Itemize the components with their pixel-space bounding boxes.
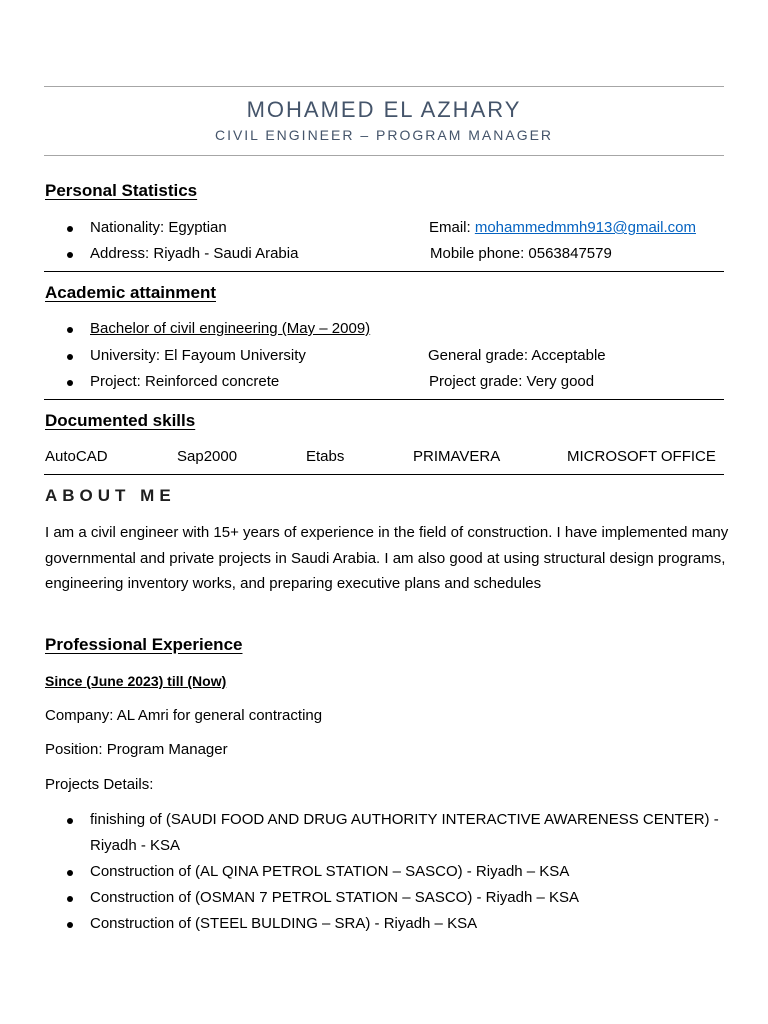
- company: Company: AL Amri for general contracting: [45, 707, 323, 724]
- bullet-icon: [67, 870, 73, 876]
- about-heading: ABOUT ME: [45, 486, 176, 505]
- position: Position: Program Manager: [45, 741, 228, 758]
- project-item: finishing of (SAUDI FOOD AND DRUG AUTHORITY INTERACTIVE AWARENESS CENTER) -: [90, 811, 719, 828]
- bullet-icon: [67, 922, 73, 928]
- degree: Bachelor of civil engineering (May – 2009): [90, 320, 371, 337]
- projects-label: Projects Details:: [45, 776, 154, 793]
- project-item-continuation: Riyadh - KSA: [90, 837, 181, 854]
- bullet-icon: [67, 896, 73, 902]
- nationality: Nationality: Egyptian: [90, 219, 227, 236]
- academic-heading: Academic attainment: [45, 283, 216, 302]
- bullet-icon: [67, 354, 73, 360]
- candidate-name: MOHAMED EL AZHARY: [246, 97, 522, 122]
- skill-ms-office: MICROSOFT OFFICE: [567, 448, 716, 465]
- bullet-icon: [67, 327, 73, 333]
- bullet-icon: [67, 252, 73, 258]
- project: Project: Reinforced concrete: [90, 373, 280, 390]
- project-grade: Project grade: Very good: [429, 373, 595, 390]
- skill-primavera: PRIMAVERA: [413, 448, 501, 465]
- experience-heading: Professional Experience: [45, 635, 243, 654]
- email-link[interactable]: mohammedmmh913@gmail.com: [474, 219, 696, 236]
- mobile-phone: Mobile phone: 0563847579: [430, 245, 612, 262]
- skill-etabs: Etabs: [306, 448, 345, 465]
- section-rule: [44, 271, 724, 272]
- experience-period: Since (June 2023) till (Now): [45, 673, 227, 689]
- skill-sap2000: Sap2000: [177, 448, 238, 465]
- skill-autocad: AutoCAD: [45, 448, 108, 465]
- skills-heading: Documented skills: [45, 411, 196, 430]
- university: University: El Fayoum University: [90, 347, 306, 364]
- email-label: Email:: [429, 219, 475, 236]
- project-item: Construction of (OSMAN 7 PETROL STATION – SASCO) - Riyadh – KSA: [90, 889, 580, 906]
- candidate-title: CIVIL ENGINEER – PROGRAM MANAGER: [214, 127, 554, 143]
- section-rule: [44, 399, 724, 400]
- about-text: I am a civil engineer with 15+ years of experience in the field of construction. I have implemented many governmental and private projects in Saudi Arabia. I am also good at using structural design programs, engineering inventory works, and preparing executive plans and schedules: [45, 524, 729, 592]
- header-top-rule: [44, 86, 724, 87]
- bullet-icon: [67, 226, 73, 232]
- header-bottom-rule: [44, 155, 724, 156]
- address: Address: Riyadh - Saudi Arabia: [90, 245, 299, 262]
- bullet-icon: [67, 818, 73, 824]
- project-item: Construction of (AL QINA PETROL STATION – SASCO) - Riyadh – KSA: [90, 863, 570, 880]
- email-line: [429, 219, 696, 236]
- personal-heading: Personal Statistics: [45, 181, 198, 200]
- general-grade: General grade: Acceptable: [428, 347, 606, 364]
- section-rule: [44, 474, 724, 475]
- project-item: Construction of (STEEL BULDING – SRA) - Riyadh – KSA: [90, 915, 478, 932]
- bullet-icon: [67, 380, 73, 386]
